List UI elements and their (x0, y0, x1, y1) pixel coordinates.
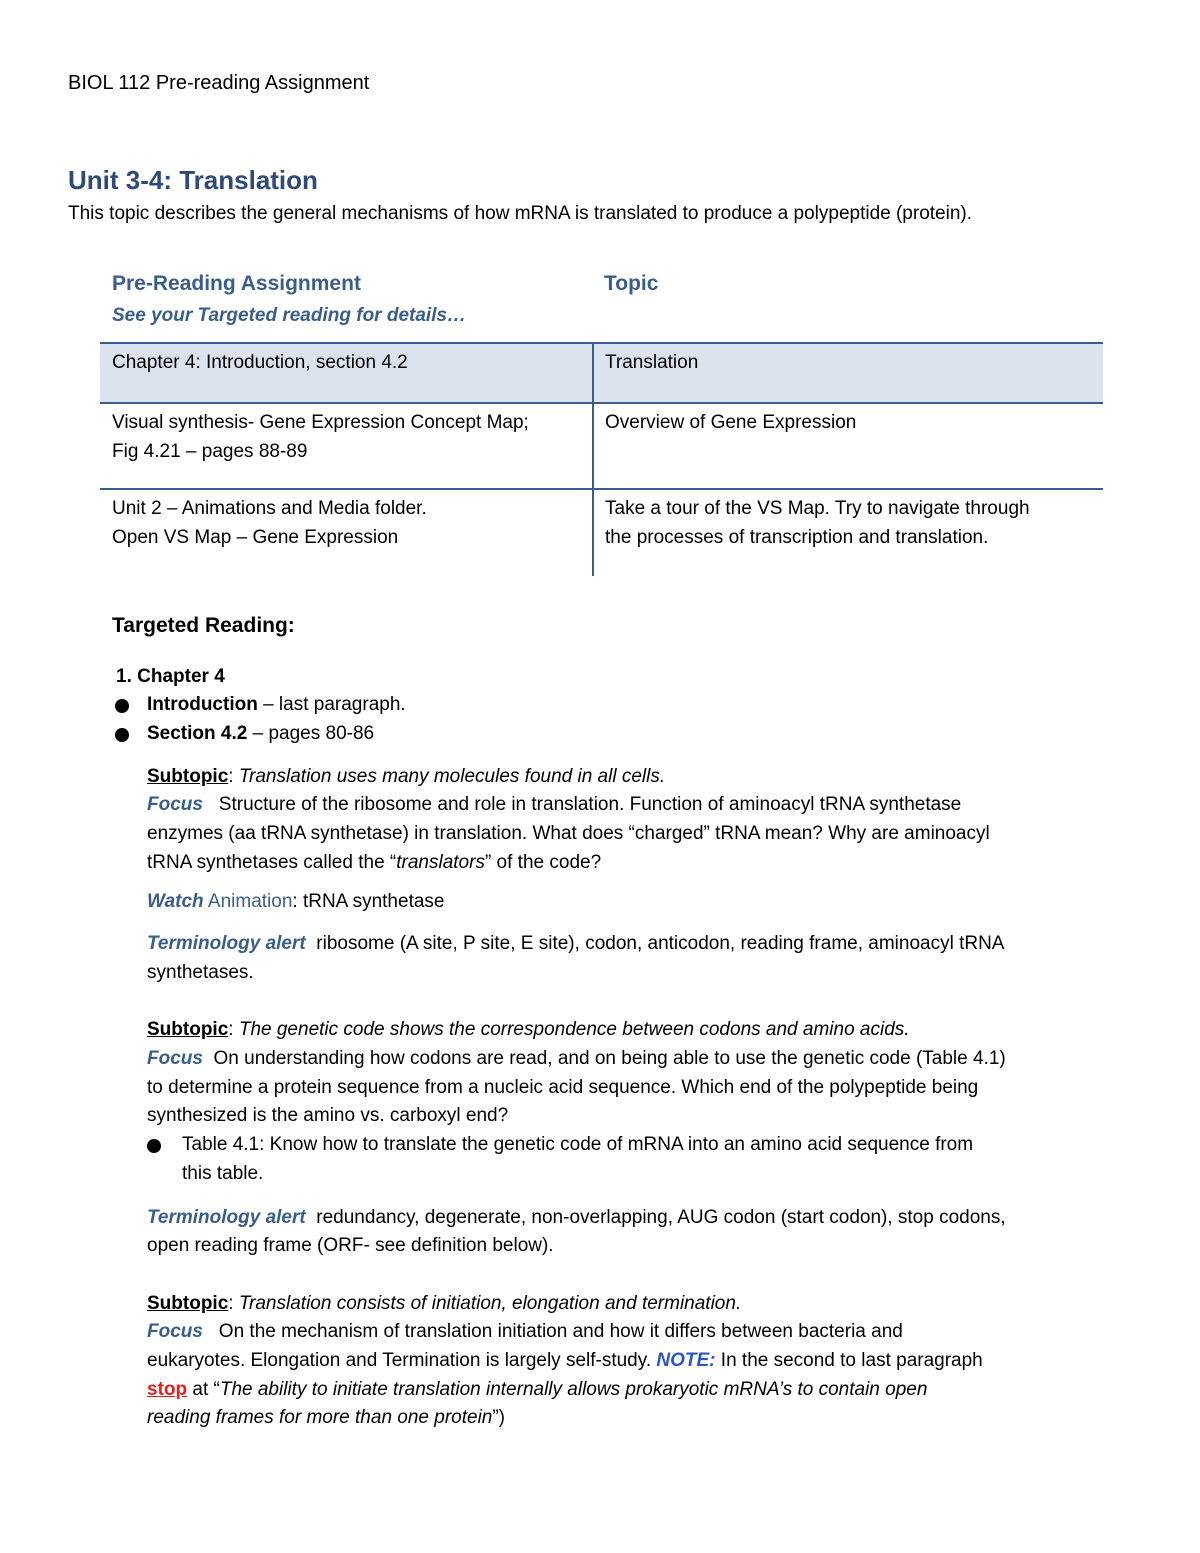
unit-title: Unit 3-4: Translation (68, 165, 318, 195)
list-item: this table. (182, 1163, 264, 1184)
focus-text: Focus On understanding how codons are read, and on being able to use the genetic code (Table 4.1) (147, 1048, 1006, 1069)
table-cell: Chapter 4: Introduction, section 4.2 (112, 352, 408, 373)
table-row (100, 488, 1103, 576)
bullet-icon (115, 699, 129, 713)
table-cell: Visual synthesis- Gene Expression Concept Map; Fig 4.21 – pages 88-89 (112, 412, 529, 462)
table-cell: Overview of Gene Expression (605, 412, 857, 433)
table-rule (100, 488, 1103, 490)
subtopic-heading: Subtopic: The genetic code shows the correspondence between codons and amino acids. (147, 1019, 910, 1040)
table-column-divider (592, 342, 594, 576)
bullet-icon (147, 1139, 161, 1153)
list-item: Section 4.2 – pages 80-86 (147, 723, 375, 744)
table-row (100, 402, 1103, 488)
focus-text: stop at “The ability to initiate translation internally allows prokaryotic mRNA’s to contain open (147, 1379, 928, 1400)
focus-text: Focus Structure of the ribosome and role in translation. Function of aminoacyl tRNA synthetase (147, 794, 962, 815)
focus-text: enzymes (aa tRNA synthetase) in translation. What does “charged” tRNA mean? Why are aminoacyl (147, 823, 990, 844)
table-rule (100, 342, 1103, 344)
col1-heading: Pre-Reading Assignment (112, 272, 361, 295)
terminology-alert: Terminology alert ribosome (A site, P site, E site), codon, anticodon, reading frame, aminoacyl tRNA (147, 933, 1005, 954)
table-cell: Unit 2 – Animations and Media folder. Open VS Map – Gene Expression (112, 498, 427, 548)
list-item: Table 4.1: Know how to translate the genetic code of mRNA into an amino acid sequence from (182, 1134, 974, 1155)
bullet-icon (115, 728, 129, 742)
table-rule (100, 402, 1103, 404)
col2-heading: Topic (604, 272, 659, 295)
list-item-chapter: 1. Chapter 4 (116, 666, 225, 687)
focus-text: eukaryotes. Elongation and Termination is largely self-study. NOTE: In the second to last paragraph (147, 1350, 983, 1371)
table-cell: Take a tour of the VS Map. Try to navigate through the processes of transcription and translation. (605, 498, 1030, 548)
terminology-text: open reading frame (ORF- see definition below). (147, 1235, 554, 1256)
focus-text: reading frames for more than one protein”) (147, 1407, 506, 1428)
subtopic-heading: Subtopic: Translation consists of initiation, elongation and termination. (147, 1293, 742, 1314)
focus-text: tRNA synthetases called the “translators” of the code? (147, 852, 602, 873)
list-item: Introduction – last paragraph. (147, 694, 406, 715)
table-cell: Translation (605, 352, 699, 373)
watch-animation: Watch Animation: tRNA synthetase (147, 891, 445, 912)
terminology-text: synthetases. (147, 962, 254, 983)
intro-text: This topic describes the general mechanisms of how mRNA is translated to produce a polypeptide (protein). (68, 203, 973, 224)
focus-text: synthesized is the amino vs. carboxyl end? (147, 1105, 509, 1126)
terminology-alert: Terminology alert redundancy, degenerate, non-overlapping, AUG codon (start codon), stop codons, (147, 1207, 1006, 1228)
col1-subheading: See your Targeted reading for details… (112, 305, 467, 326)
focus-text: to determine a protein sequence from a nucleic acid sequence. Which end of the polypeptide being (147, 1077, 979, 1098)
targeted-reading-heading: Targeted Reading: (112, 614, 295, 637)
subtopic-heading: Subtopic: Translation uses many molecules found in all cells. (147, 766, 666, 787)
table-row (100, 342, 1103, 402)
focus-text: Focus On the mechanism of translation initiation and how it differs between bacteria and (147, 1321, 903, 1342)
page-header: BIOL 112 Pre-reading Assignment (68, 72, 370, 94)
